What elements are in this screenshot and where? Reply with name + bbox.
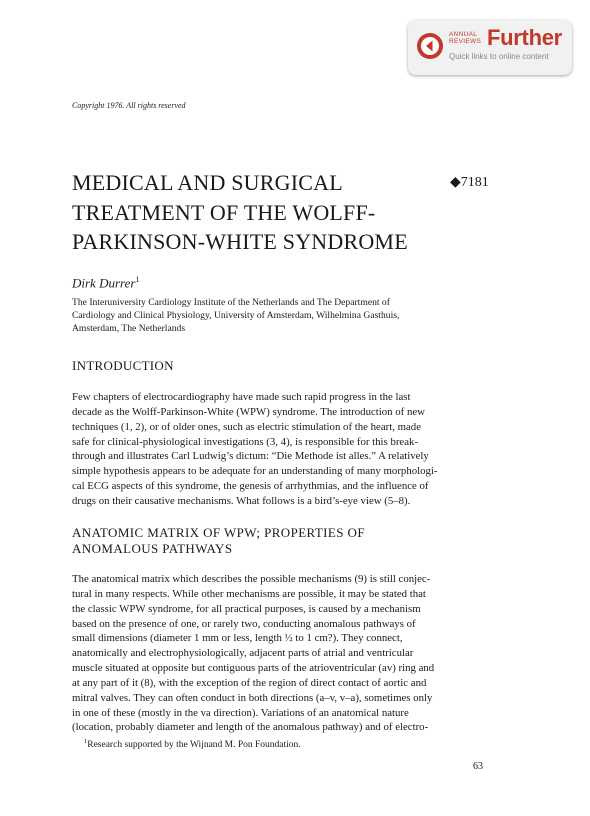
text-line: simple hypothesis appears to be adequate for an understanding of many morphologi- bbox=[72, 465, 438, 478]
text-line: anatomically and electrophysiologically, adjacent parts of atrial and ventricular bbox=[72, 647, 414, 660]
footnote-text: Research supported by the Wijnand M. Pon Foundation. bbox=[87, 740, 301, 751]
affiliation-line: Cardiology and Clinical Physiology, University of Amsterdam, Wilhelmina Gasthuis, bbox=[72, 310, 400, 321]
text-line: in one of these (mostly in the va direction). Variations of an anatomical nature bbox=[72, 706, 409, 719]
author bbox=[72, 275, 139, 291]
annual-reviews-further-banner[interactable] bbox=[408, 20, 572, 75]
banner-subtitle: Quick links to online content bbox=[449, 52, 549, 61]
text-line: Few chapters of electrocardiography have made such rapid progress in the last bbox=[72, 391, 411, 403]
banner-reviews-label: REVIEWS bbox=[449, 38, 482, 45]
anatomic-matrix-paragraph bbox=[72, 572, 492, 735]
text-line: The anatomical matrix which describes the possible mechanisms (9) is still conjec- bbox=[72, 573, 431, 585]
affiliation-line: The Interuniversity Cardiology Institute of the Netherlands and The Department of bbox=[72, 297, 390, 308]
banner-further-label: Further bbox=[487, 25, 562, 50]
section-heading-anatomic-matrix bbox=[72, 525, 365, 557]
text-line: at any part of it (8), with the exception of the region of direct contact of aortic and bbox=[72, 676, 427, 689]
text-line: safe for clinical-physiological investigations (3, 4), is responsible for this break- bbox=[72, 435, 419, 448]
author-name: Dirk Durrer bbox=[72, 275, 136, 291]
text-line: muscle situated at opposite but contiguous parts of the atrioventricular (av) ring and bbox=[72, 662, 435, 675]
page-number: 63 bbox=[473, 761, 483, 772]
text-line: decade as the Wolff-Parkinson-White (WPW) syndrome. The introduction of new bbox=[72, 405, 425, 418]
author-footnote-mark: 1 bbox=[135, 275, 140, 284]
arrow-circle-icon bbox=[416, 32, 444, 60]
author-affiliation bbox=[72, 296, 492, 335]
text-line: through and illustrates Carl Ludwig’s dictum: “Die Methode ist alles.” A relatively bbox=[72, 450, 429, 463]
introduction-paragraph bbox=[72, 390, 492, 509]
text-line: tural in many respects. While other mechanisms are possible, it may be stated that bbox=[72, 587, 426, 600]
copyright-notice: Copyright 1976. All rights reserved bbox=[72, 101, 186, 110]
title-line: PARKINSON-WHITE SYNDROME bbox=[72, 229, 408, 254]
text-line: techniques (1, 2), or of older ones, such as electric stimulation of the heart, made bbox=[72, 420, 421, 433]
text-line: mitral valves. They can often conduct in both directions (a–v, v–a), sometimes only bbox=[72, 691, 433, 704]
text-line: drugs on their causative mechanisms. What follows is a bird’s-eye view (5–8). bbox=[72, 494, 411, 507]
banner-annual-label: ANNUAL bbox=[449, 31, 478, 38]
article-code: ◆7181 bbox=[450, 175, 489, 190]
text-line: (location, probably diameter and length of the anomalous pathway) and of electro- bbox=[72, 721, 429, 734]
text-line: based on the presence of one, or rarely two, conducting anomalous pathways of bbox=[72, 617, 416, 630]
title-line: TREATMENT OF THE WOLFF- bbox=[72, 199, 376, 225]
article-title bbox=[72, 168, 432, 257]
section-heading-introduction: INTRODUCTION bbox=[72, 358, 174, 373]
footnote bbox=[84, 738, 301, 750]
footnote-mark: 1 bbox=[84, 738, 88, 745]
heading-line: ANOMALOUS PATHWAYS bbox=[72, 541, 233, 556]
text-line: small dimensions (diameter 1 mm or less, length ½ to 1 cm?). They connect, bbox=[72, 632, 403, 645]
title-line: MEDICAL AND SURGICAL bbox=[72, 170, 343, 195]
text-line: the classic WPW syndrome, for all practical purposes, is caused by a mechanism bbox=[72, 602, 421, 615]
heading-line: ANATOMIC MATRIX OF WPW; PROPERTIES OF bbox=[72, 525, 365, 540]
affiliation-line: Amsterdam, The Netherlands bbox=[72, 323, 186, 334]
text-line: cal ECG aspects of this syndrome, the genesis of arrhythmias, and the influence of bbox=[72, 480, 429, 493]
